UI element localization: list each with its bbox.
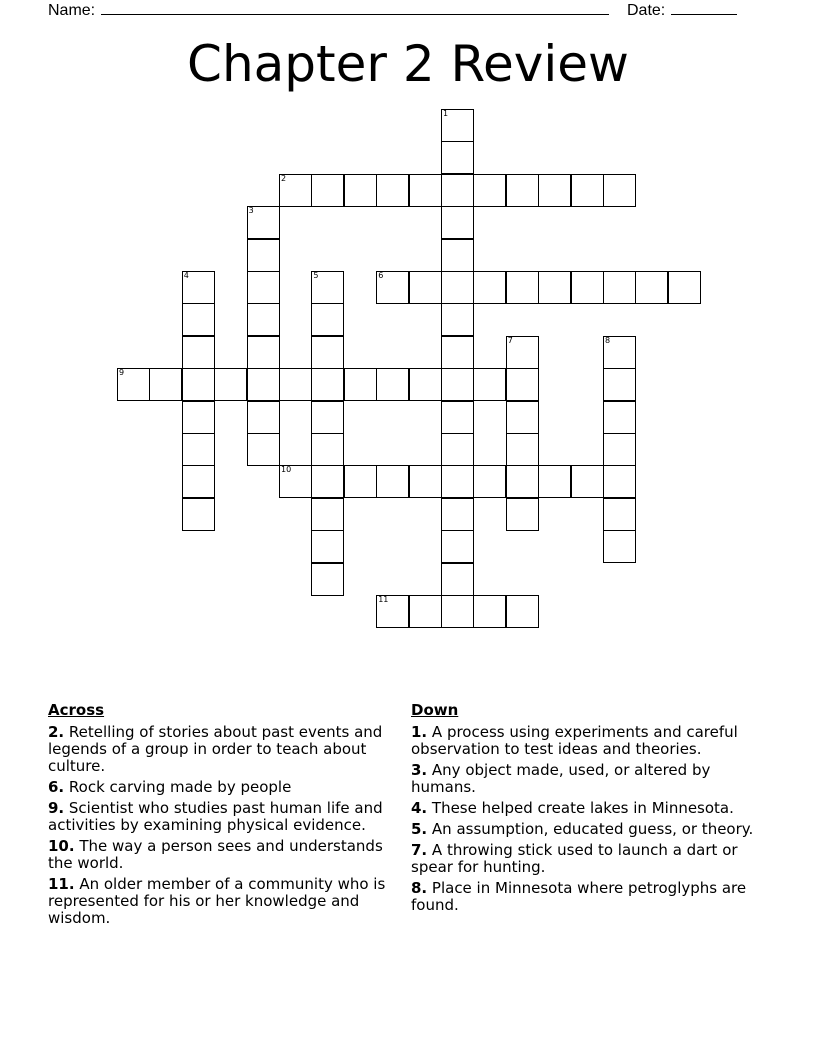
clue-number: 2 xyxy=(281,173,287,183)
across-clue-list xyxy=(48,724,400,927)
crossword-cell[interactable] xyxy=(311,401,344,434)
crossword-cell[interactable] xyxy=(441,368,474,401)
crossword-cell[interactable] xyxy=(409,368,442,401)
crossword-cell[interactable] xyxy=(473,174,506,207)
crossword-cell[interactable] xyxy=(506,336,539,369)
crossword-cell[interactable] xyxy=(603,465,636,498)
crossword-cell[interactable] xyxy=(247,239,280,272)
crossword-cell[interactable] xyxy=(311,271,344,304)
crossword-cell[interactable] xyxy=(311,174,344,207)
crossword-cell[interactable] xyxy=(311,465,344,498)
crossword-cell[interactable] xyxy=(441,530,474,563)
crossword-cell[interactable] xyxy=(441,433,474,466)
crossword-cell[interactable] xyxy=(506,498,539,531)
crossword-cell[interactable] xyxy=(409,271,442,304)
crossword-cell[interactable] xyxy=(441,239,474,272)
clue-number-label: 1. xyxy=(411,723,428,741)
across-clue xyxy=(48,876,400,927)
clue-number: 5 xyxy=(313,271,319,280)
crossword-cell[interactable] xyxy=(247,401,280,434)
crossword-cell[interactable] xyxy=(117,368,150,401)
crossword-cell[interactable] xyxy=(603,401,636,434)
crossword-cell[interactable] xyxy=(506,595,539,628)
crossword-cell[interactable] xyxy=(247,303,280,336)
crossword-cell[interactable] xyxy=(571,174,604,207)
crossword-cell[interactable] xyxy=(506,368,539,401)
clue-number-label: 11. xyxy=(48,875,75,893)
down-clue xyxy=(411,762,763,796)
crossword-cell[interactable] xyxy=(603,433,636,466)
crossword-cell[interactable] xyxy=(441,465,474,498)
down-clue xyxy=(411,821,763,838)
crossword-cell[interactable] xyxy=(376,271,409,304)
crossword-cell[interactable] xyxy=(182,401,215,434)
clue-number: 10 xyxy=(281,465,292,475)
down-heading: Down xyxy=(411,701,459,719)
crossword-cell[interactable] xyxy=(441,271,474,304)
crossword-cell[interactable] xyxy=(182,271,215,304)
down-clue xyxy=(411,880,763,914)
crossword-cell[interactable] xyxy=(311,368,344,401)
crossword-cell[interactable] xyxy=(506,174,539,207)
clue-number-label: 8. xyxy=(411,879,428,897)
clue-number-label: 7. xyxy=(411,841,428,859)
clue-number: 8 xyxy=(605,335,611,345)
crossword-cell[interactable] xyxy=(247,271,280,304)
crossword-cell[interactable] xyxy=(603,530,636,563)
crossword-cell[interactable] xyxy=(441,303,474,336)
clue-number-label: 2. xyxy=(48,723,65,741)
clue-text: Rock carving made by people xyxy=(64,778,292,796)
crossword-cell[interactable] xyxy=(344,174,377,207)
crossword-cell[interactable] xyxy=(149,368,182,401)
crossword-cell[interactable] xyxy=(376,368,409,401)
crossword-cell[interactable] xyxy=(247,368,280,401)
crossword-cell[interactable] xyxy=(441,498,474,531)
crossword-cell[interactable] xyxy=(441,109,474,142)
crossword-cell[interactable] xyxy=(506,271,539,304)
crossword-cell[interactable] xyxy=(571,465,604,498)
crossword-cell[interactable] xyxy=(376,465,409,498)
clue-number: 1 xyxy=(443,109,449,118)
clue-number-label: 5. xyxy=(411,820,428,838)
crossword-cell[interactable] xyxy=(506,465,539,498)
crossword-cell[interactable] xyxy=(441,401,474,434)
clue-number: 9 xyxy=(119,368,125,378)
crossword-cell[interactable] xyxy=(311,433,344,466)
clue-number-label: 9. xyxy=(48,799,65,817)
across-clues xyxy=(48,702,400,931)
across-clue xyxy=(48,779,400,796)
crossword-cell[interactable] xyxy=(473,368,506,401)
crossword-cell[interactable] xyxy=(344,368,377,401)
down-clue-list xyxy=(411,724,763,914)
crossword-cell[interactable] xyxy=(441,174,474,207)
crossword-cell[interactable] xyxy=(311,336,344,369)
crossword-cell[interactable] xyxy=(311,530,344,563)
date-label: Date: xyxy=(627,2,666,19)
clue-number: 7 xyxy=(507,335,513,345)
crossword-cell[interactable] xyxy=(603,174,636,207)
across-heading: Across xyxy=(48,701,105,719)
crossword-cell[interactable] xyxy=(279,368,312,401)
across-clue xyxy=(48,724,400,775)
down-clue xyxy=(411,842,763,876)
clue-text: An older member of a community who is represented for his or her knowledge and wisdom. xyxy=(48,875,386,927)
crossword-cell[interactable] xyxy=(344,465,377,498)
crossword-cell[interactable] xyxy=(668,271,701,304)
clue-text: Any object made, used, or altered by humans. xyxy=(411,761,711,796)
clue-text: The way a person sees and understands the world. xyxy=(48,837,383,872)
crossword-cell[interactable] xyxy=(311,498,344,531)
clue-text: Retelling of stories about past events and legends of a group in order to teach about culture. xyxy=(48,723,383,775)
clue-text: An assumption, educated guess, or theory. xyxy=(427,820,754,838)
crossword-cell[interactable] xyxy=(506,433,539,466)
crossword-cell[interactable] xyxy=(538,174,571,207)
crossword-cell[interactable] xyxy=(603,336,636,369)
crossword-cell[interactable] xyxy=(182,433,215,466)
clue-number-label: 3. xyxy=(411,761,428,779)
crossword-cell[interactable] xyxy=(441,563,474,596)
crossword-cell[interactable] xyxy=(182,336,215,369)
clue-text: Scientist who studies past human life and activities by examining physical evidence. xyxy=(48,799,383,834)
crossword-cell[interactable] xyxy=(182,368,215,401)
down-clues xyxy=(411,702,763,918)
crossword-cell[interactable] xyxy=(473,271,506,304)
across-clue xyxy=(48,800,400,834)
crossword-cell[interactable] xyxy=(603,368,636,401)
name-label: Name: xyxy=(48,2,96,19)
crossword-cell[interactable] xyxy=(441,336,474,369)
crossword-cell[interactable] xyxy=(247,336,280,369)
crossword-cell[interactable] xyxy=(376,174,409,207)
crossword-cell[interactable] xyxy=(603,271,636,304)
crossword-cell[interactable] xyxy=(182,498,215,531)
crossword-cell[interactable] xyxy=(182,303,215,336)
clue-number: 4 xyxy=(183,271,189,280)
crossword-cell[interactable] xyxy=(214,368,247,401)
clue-number: 6 xyxy=(378,271,384,280)
down-clue xyxy=(411,724,763,758)
crossword-cell[interactable] xyxy=(247,433,280,466)
crossword-cell[interactable] xyxy=(441,141,474,174)
clue-text: A throwing stick used to launch a dart or spear for hunting. xyxy=(411,841,738,876)
crossword-cell[interactable] xyxy=(409,465,442,498)
crossword-cell[interactable] xyxy=(409,174,442,207)
crossword-cell[interactable] xyxy=(441,595,474,628)
clue-text: These helped create lakes in Minnesota. xyxy=(427,799,734,817)
crossword-cell[interactable] xyxy=(376,595,409,628)
crossword-cell[interactable] xyxy=(409,595,442,628)
page-title: Chapter 2 Review xyxy=(187,35,629,93)
clue-number-label: 4. xyxy=(411,799,428,817)
crossword-cell[interactable] xyxy=(635,271,668,304)
clue-text: A process using experiments and careful observation to test ideas and theories. xyxy=(411,723,738,758)
crossword-cell[interactable] xyxy=(311,563,344,596)
crossword-cell[interactable] xyxy=(506,401,539,434)
clue-text: Place in Minnesota where petroglyphs are found. xyxy=(411,879,747,914)
crossword-cell[interactable] xyxy=(473,465,506,498)
crossword-cell[interactable] xyxy=(603,498,636,531)
down-clue xyxy=(411,800,763,817)
crossword-cell[interactable] xyxy=(311,303,344,336)
crossword-cell[interactable] xyxy=(538,465,571,498)
crossword-cell[interactable] xyxy=(279,174,312,207)
clue-number-label: 6. xyxy=(48,778,65,796)
crossword-cell[interactable] xyxy=(247,206,280,239)
clue-number: 3 xyxy=(248,206,254,216)
clue-number-label: 10. xyxy=(48,837,75,855)
crossword-cell[interactable] xyxy=(279,465,312,498)
crossword-cell[interactable] xyxy=(473,595,506,628)
crossword-cell[interactable] xyxy=(182,465,215,498)
crossword-cell[interactable] xyxy=(441,206,474,239)
clue-number: 11 xyxy=(378,595,389,604)
crossword-cell[interactable] xyxy=(571,271,604,304)
across-clue xyxy=(48,838,400,872)
crossword-cell[interactable] xyxy=(538,271,571,304)
